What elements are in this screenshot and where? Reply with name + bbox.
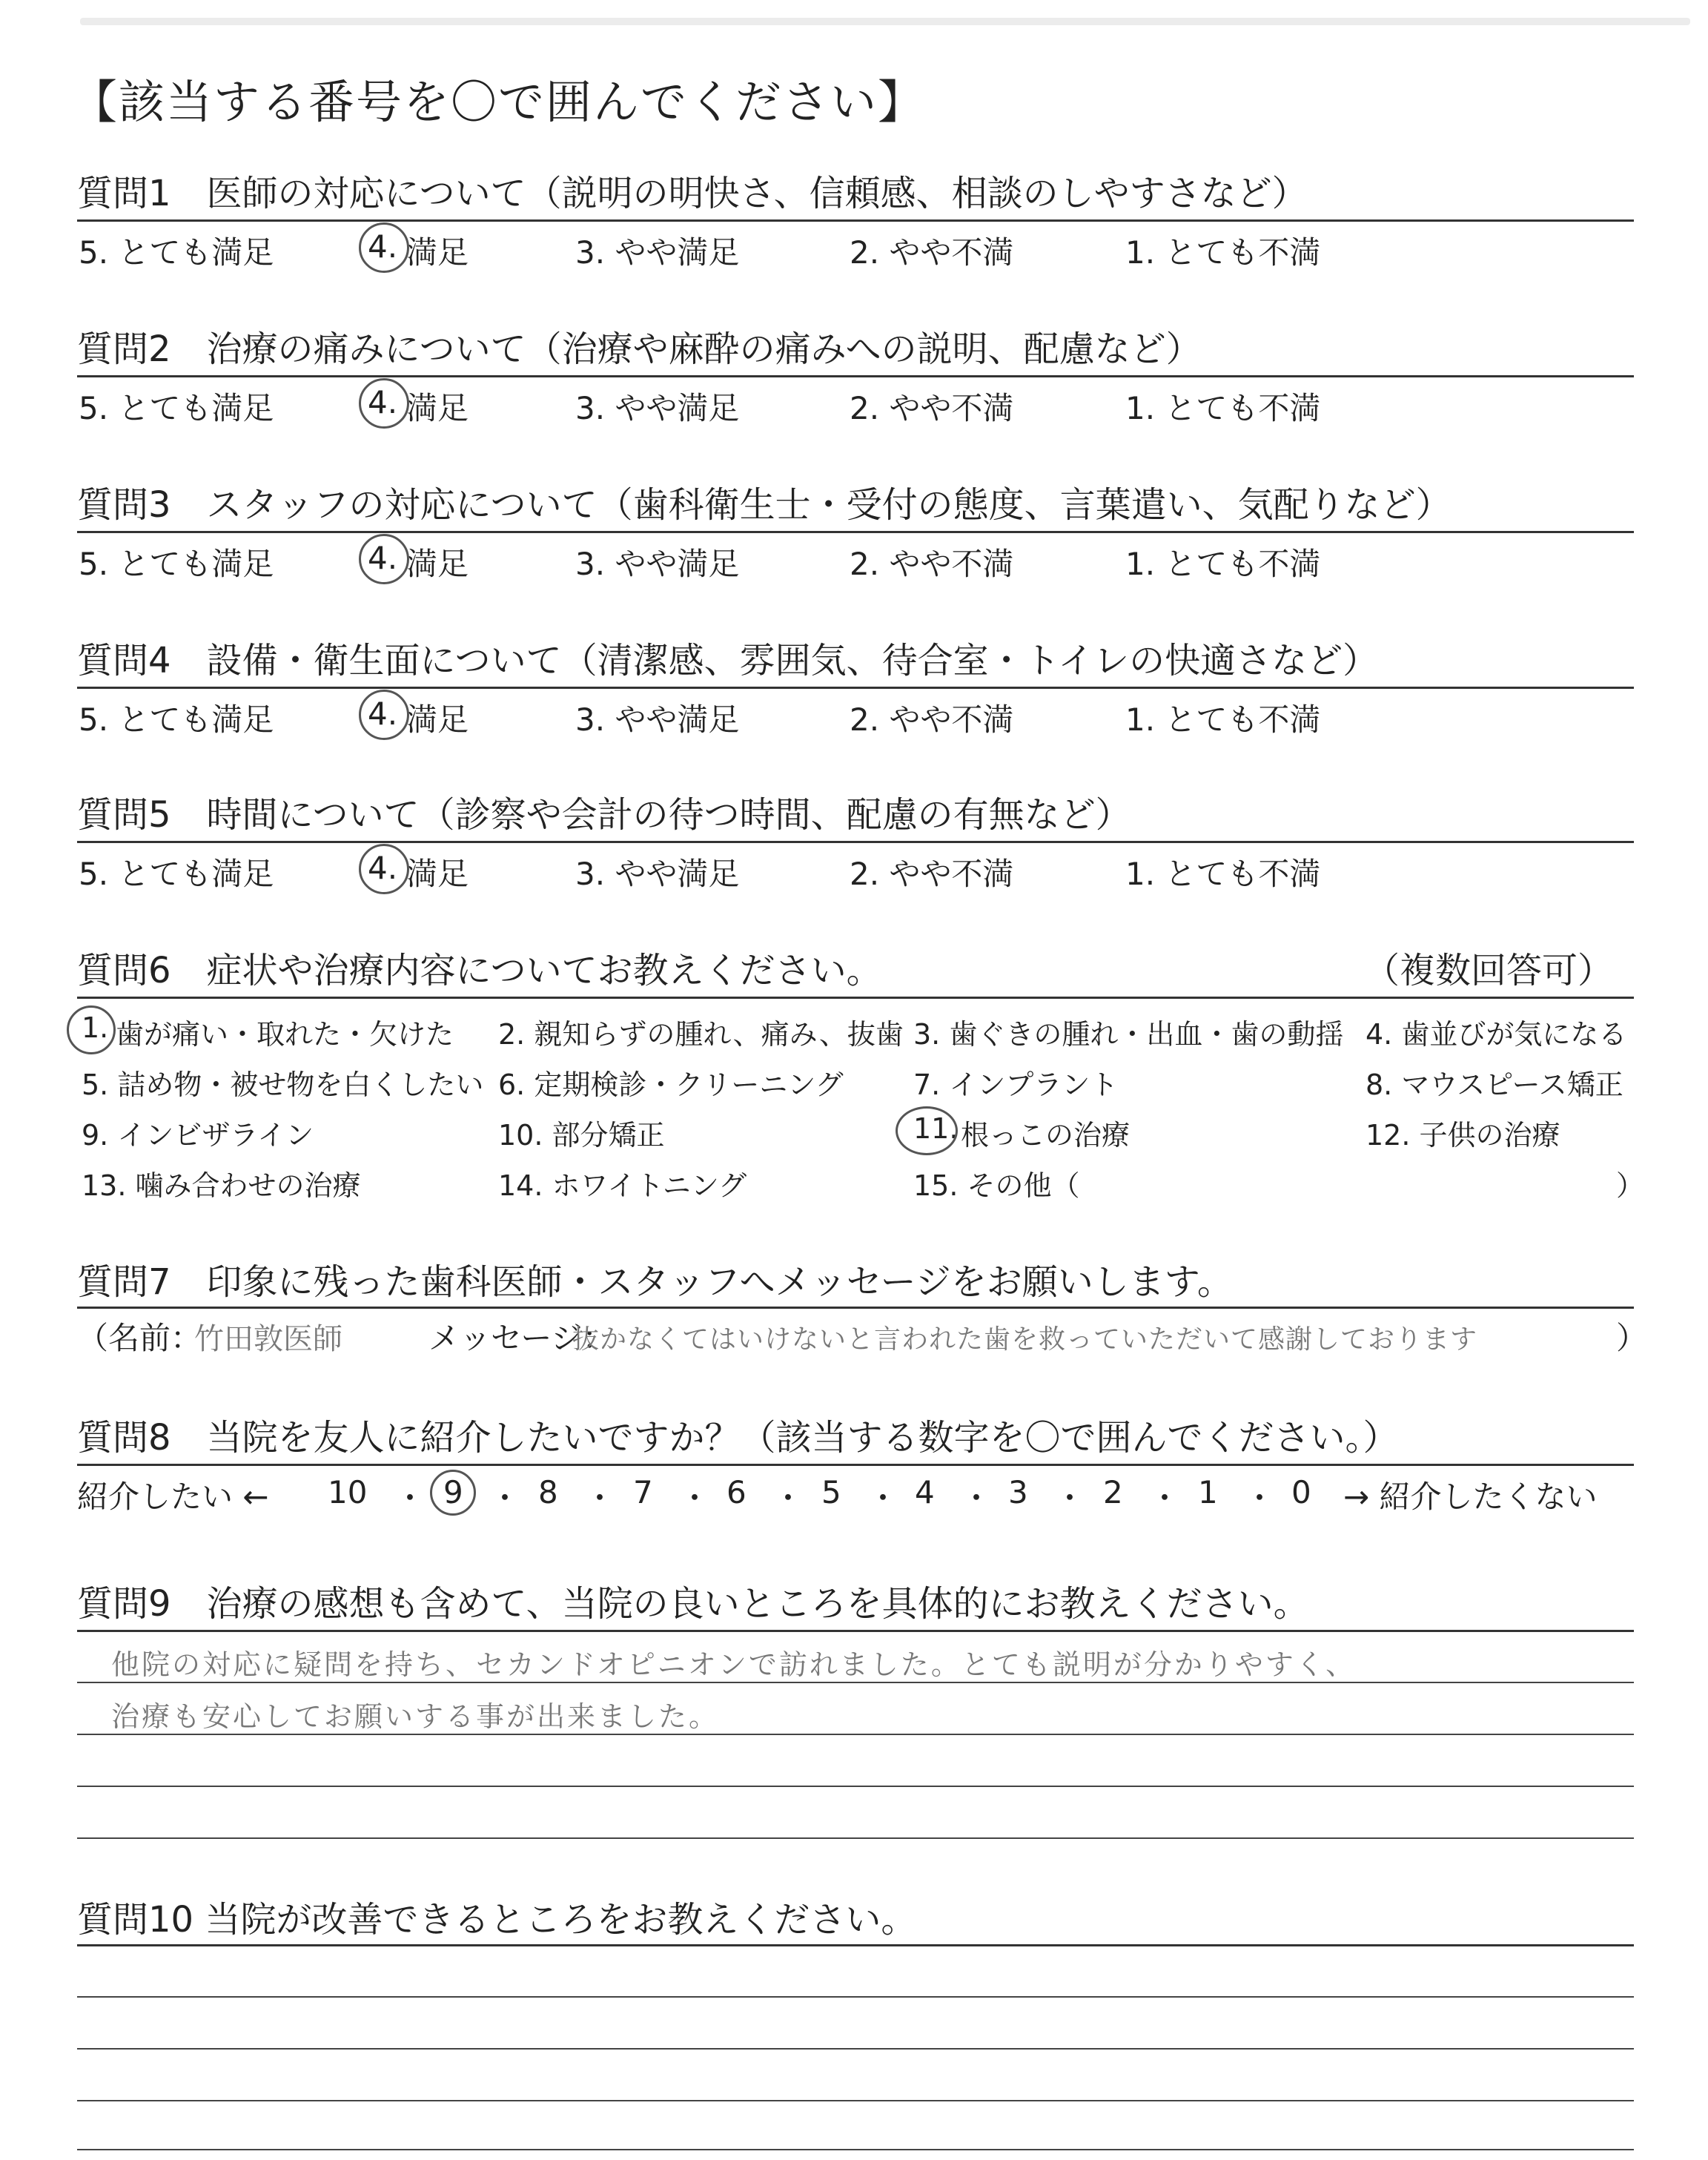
- q1-option-4-number[interactable]: 4.: [368, 228, 398, 265]
- q3-option-1[interactable]: 1. とても不満: [1125, 546, 1321, 582]
- q2-selection-circle: [359, 378, 409, 429]
- q4-option-4-label[interactable]: 満足: [406, 701, 469, 738]
- q9-writing-line: [77, 1786, 1634, 1787]
- q8-dot: ・: [772, 1480, 804, 1516]
- q1-selection-circle: [359, 222, 409, 273]
- q6-option-11-number[interactable]: 11.: [913, 1112, 959, 1145]
- q3-option-2[interactable]: 2. やや不満: [850, 546, 1014, 582]
- question-5-rule: [77, 841, 1634, 843]
- q4-option-3[interactable]: 3. やや満足: [575, 701, 740, 738]
- q4-option-4-number[interactable]: 4.: [368, 696, 398, 732]
- q5-option-3[interactable]: 3. やや満足: [575, 856, 740, 892]
- q10-writing-line[interactable]: [77, 2100, 1634, 2101]
- q7-name-label: （名前：: [77, 1320, 202, 1356]
- q6-option-15[interactable]: 15. その他（: [913, 1169, 1080, 1202]
- q4-option-2[interactable]: 2. やや不満: [850, 701, 1014, 738]
- q2-option-2[interactable]: 2. やや不満: [850, 390, 1014, 426]
- q6-option-11-label[interactable]: 根っこの治療: [961, 1119, 1131, 1152]
- question-6-rule: [77, 997, 1634, 999]
- question-8-rule: [77, 1464, 1634, 1466]
- question-9-rule: [77, 1630, 1634, 1632]
- q6-option-13[interactable]: 13. 噛み合わせの治療: [82, 1169, 361, 1202]
- q8-selection-circle: [430, 1470, 476, 1516]
- q6-option-5[interactable]: 5. 詰め物・被せ物を白くしたい: [82, 1069, 484, 1101]
- q4-option-1[interactable]: 1. とても不満: [1125, 701, 1321, 738]
- q6-option-10[interactable]: 10. 部分矯正: [498, 1119, 665, 1152]
- q6-option-8[interactable]: 8. マウスピース矯正: [1366, 1069, 1623, 1101]
- q2-option-1[interactable]: 1. とても不満: [1125, 390, 1321, 426]
- q10-writing-line[interactable]: [77, 2149, 1634, 2150]
- q1-option-2[interactable]: 2. やや不満: [850, 234, 1014, 271]
- q6-option-6[interactable]: 6. 定期検診・クリーニング: [498, 1069, 844, 1101]
- q6-option-1-circle: [67, 1005, 116, 1054]
- question-10-title: 質問10 当院が改善できるところをお教えください。: [77, 1899, 917, 1941]
- q4-selection-circle: [359, 690, 409, 740]
- q9-answer-line-1[interactable]: 他院の対応に疑問を持ち、セカンドオピニオンで訪れました。とても説明が分かりやすく、: [111, 1648, 1357, 1681]
- q2-option-4-number[interactable]: 4.: [368, 384, 398, 420]
- q6-option-15-close: ）: [1616, 1169, 1645, 1202]
- question-6-note: （複数回答可）: [1364, 950, 1614, 991]
- question-3-title: 質問3 スタッフの対応について（歯科衛生士・受付の態度、言葉遣い、気配りなど）: [77, 484, 1452, 526]
- question-6-title: 質問6 症状や治療内容についてお教えください。: [77, 950, 882, 991]
- question-10-rule: [77, 1944, 1634, 1946]
- q6-option-7[interactable]: 7. インプラント: [913, 1069, 1119, 1101]
- q8-dot: ・: [1149, 1480, 1181, 1516]
- question-4-rule: [77, 687, 1634, 689]
- q8-right-label: → 紹介したくない: [1343, 1479, 1598, 1515]
- top-edge: [80, 18, 1690, 25]
- question-4-title: 質問4 設備・衛生面について（清潔感、雰囲気、待合室・トイレの快適さなど）: [77, 640, 1379, 681]
- q8-dot: ・: [679, 1480, 711, 1516]
- q8-value-1[interactable]: 1: [1198, 1474, 1218, 1510]
- q5-option-4-number[interactable]: 4.: [368, 850, 398, 886]
- q3-option-5[interactable]: 5. とても満足: [79, 546, 274, 582]
- q5-option-5[interactable]: 5. とても満足: [79, 856, 274, 892]
- q8-dot: ・: [867, 1480, 899, 1516]
- question-1-title: 質問1 医師の対応について（説明の明快さ、信頼感、相談のしやすさなど）: [77, 173, 1308, 214]
- question-1-rule: [77, 219, 1634, 222]
- q8-dot: ・: [394, 1480, 426, 1516]
- q6-option-14[interactable]: 14. ホワイトニング: [498, 1169, 747, 1202]
- q8-dot: ・: [1054, 1480, 1086, 1516]
- question-2-title: 質問2 治療の痛みについて（治療や麻酔の痛みへの説明、配慮など）: [77, 328, 1202, 370]
- q8-value-8[interactable]: 8: [538, 1474, 558, 1510]
- q4-option-5[interactable]: 5. とても満足: [79, 701, 274, 738]
- q8-dot: ・: [489, 1480, 521, 1516]
- q9-writing-line: [77, 1837, 1634, 1839]
- q3-option-4-label[interactable]: 満足: [406, 546, 469, 582]
- q6-option-11-circle: [896, 1106, 958, 1155]
- q9-writing-line: [77, 1682, 1634, 1683]
- question-2-rule: [77, 375, 1634, 377]
- q5-option-4-label[interactable]: 満足: [406, 856, 469, 892]
- q10-writing-line[interactable]: [77, 1996, 1634, 1998]
- q2-option-3[interactable]: 3. やや満足: [575, 390, 740, 426]
- q8-dot: ・: [584, 1480, 616, 1516]
- page-title: 【該当する番号を〇で囲んでください】: [71, 75, 926, 129]
- q7-close-paren: ）: [1616, 1320, 1648, 1356]
- q5-selection-circle: [359, 844, 409, 894]
- q6-option-2[interactable]: 2. 親知らずの腫れ、痛み、抜歯: [498, 1018, 904, 1051]
- q7-message-label: メッセージ：: [428, 1320, 614, 1356]
- q8-value-2[interactable]: 2: [1103, 1474, 1123, 1510]
- q1-option-4-label[interactable]: 満足: [406, 234, 469, 271]
- q8-left-label: 紹介したい ←: [77, 1479, 269, 1515]
- q8-dot: ・: [1244, 1480, 1276, 1516]
- q10-writing-line[interactable]: [77, 2048, 1634, 2050]
- question-3-rule: [77, 531, 1634, 533]
- q7-message-value[interactable]: 抜かなくてはいけないと言われた歯を救っていただいて感謝しております: [572, 1324, 1478, 1355]
- q7-name-value[interactable]: 竹田敦医師: [194, 1322, 342, 1356]
- question-8-title: 質問8 当院を友人に紹介したいですか？（該当する数字を〇で囲んでください。）: [77, 1417, 1399, 1459]
- q6-option-12[interactable]: 12. 子供の治療: [1366, 1119, 1560, 1152]
- q8-value-9[interactable]: 9: [443, 1474, 463, 1510]
- q8-value-4[interactable]: 4: [915, 1474, 935, 1510]
- q1-option-5[interactable]: 5. とても満足: [79, 234, 274, 271]
- q3-option-4-number[interactable]: 4.: [368, 540, 398, 576]
- q8-value-3[interactable]: 3: [1008, 1474, 1028, 1510]
- q8-value-5[interactable]: 5: [821, 1474, 841, 1510]
- q6-option-3[interactable]: 3. 歯ぐきの腫れ・出血・歯の動揺: [913, 1018, 1344, 1051]
- q8-value-7[interactable]: 7: [633, 1474, 653, 1510]
- question-9-title: 質問9 治療の感想も含めて、当院の良いところを具体的にお教えください。: [77, 1583, 1309, 1625]
- q8-dot: ・: [961, 1480, 993, 1516]
- q6-option-4[interactable]: 4. 歯並びが気になる: [1366, 1018, 1627, 1051]
- q3-option-3[interactable]: 3. やや満足: [575, 546, 740, 582]
- q8-value-6[interactable]: 6: [726, 1474, 747, 1510]
- q9-answer-line-2[interactable]: 治療も安心してお願いする事が出来ました。: [111, 1700, 720, 1733]
- question-7-title: 質問7 印象に残った歯科医師・スタッフへメッセージをお願いします。: [77, 1261, 1233, 1303]
- q2-option-4-label[interactable]: 満足: [406, 390, 469, 426]
- q5-option-1[interactable]: 1. とても不満: [1125, 856, 1321, 892]
- q1-option-1[interactable]: 1. とても不満: [1125, 234, 1321, 271]
- question-5-title: 質問5 時間について（診察や会計の待つ時間、配慮の有無など）: [77, 794, 1131, 836]
- q3-selection-circle: [359, 534, 409, 584]
- q8-value-0[interactable]: 0: [1291, 1474, 1311, 1510]
- q9-writing-line: [77, 1734, 1634, 1735]
- q5-option-2[interactable]: 2. やや不満: [850, 856, 1014, 892]
- q8-value-10[interactable]: 10: [328, 1474, 368, 1510]
- q1-option-3[interactable]: 3. やや満足: [575, 234, 740, 271]
- q6-option-1-number[interactable]: 1.: [82, 1011, 109, 1044]
- q6-option-1-label[interactable]: 歯が痛い・取れた・欠けた: [116, 1018, 454, 1051]
- question-7-rule: [77, 1307, 1634, 1309]
- q6-option-9[interactable]: 9. インビザライン: [82, 1119, 314, 1152]
- q2-option-5[interactable]: 5. とても満足: [79, 390, 274, 426]
